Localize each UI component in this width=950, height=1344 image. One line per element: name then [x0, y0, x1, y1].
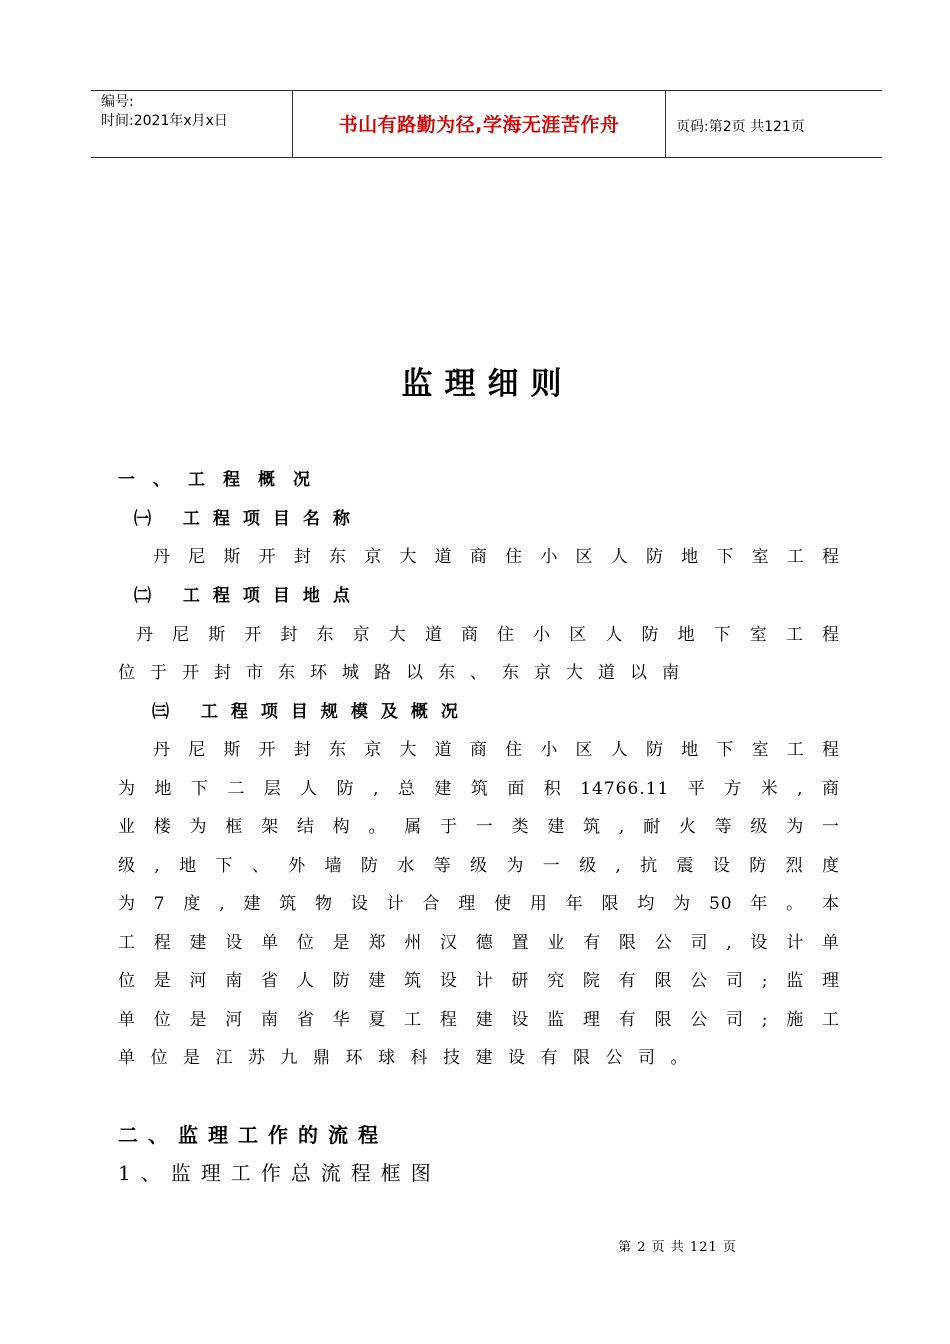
- section-1-2-line: 位于开封市东环城路以东、东京大道以南: [118, 663, 694, 683]
- section-1-3-line: 为7度,建筑物设计合理使用年限均为50年。本: [118, 894, 840, 914]
- section-1-3-line: 级,地下、外墙防水等级为一级,抗震设防烈度: [118, 856, 840, 876]
- header-left-cell: [101, 93, 228, 131]
- header-time-label: 时间:2021年x月x日: [101, 113, 228, 129]
- header-rule-bottom: [91, 157, 882, 158]
- section-1-3-line: 工程建设单位是郑州汉德置业有限公司,设计单: [118, 933, 840, 953]
- section-1-2-heading: ㈡ 工程项目地点: [134, 586, 363, 606]
- header-page-label: 页码:第2页 共121页: [676, 119, 805, 135]
- section-1-3-line: 为地下二层人防,总建筑面积14766.11平方米,商: [118, 779, 840, 799]
- section-1-3-line: 丹尼斯开封东京大道商住小区人防地下室工程: [153, 740, 840, 760]
- page-footer: 第 2 页 共 121 页: [618, 1240, 737, 1255]
- section-1-heading: 一、工程概况: [118, 470, 328, 490]
- section-1-3-line: 位是河南省人防建筑设计研究院有限公司;监理: [118, 971, 840, 991]
- section-1-3-line: 单位是江苏九鼎环球科技建设有限公司。: [118, 1048, 703, 1068]
- header-number-label: 编号:: [101, 94, 134, 110]
- section-1-2-line: 丹尼斯开封东京大道商住小区人防地下室工程: [136, 625, 840, 645]
- section-1-3-heading: ㈢ 工程项目规模及概况: [152, 702, 471, 722]
- section-2-heading: 二、监理工作的流程: [118, 1123, 388, 1147]
- header-motto: 书山有路勤为径,学海无涯苦作舟: [338, 114, 620, 136]
- document-title: 监理细则: [401, 366, 574, 402]
- section-1-3-line: 单位是河南省华夏工程建设监理有限公司;施工: [118, 1010, 840, 1030]
- section-1-1-heading: ㈠ 工程项目名称: [134, 509, 363, 529]
- header-divider-right: [665, 90, 666, 158]
- section-2-1-heading: 1、监理工作总流程框图: [118, 1161, 441, 1185]
- section-1-1-text: 丹尼斯开封东京大道商住小区人防地下室工程: [153, 547, 840, 567]
- section-1-3-line: 业楼为框架结构。属于一类建筑,耐火等级为一: [118, 817, 840, 837]
- header-rule-top: [91, 90, 882, 91]
